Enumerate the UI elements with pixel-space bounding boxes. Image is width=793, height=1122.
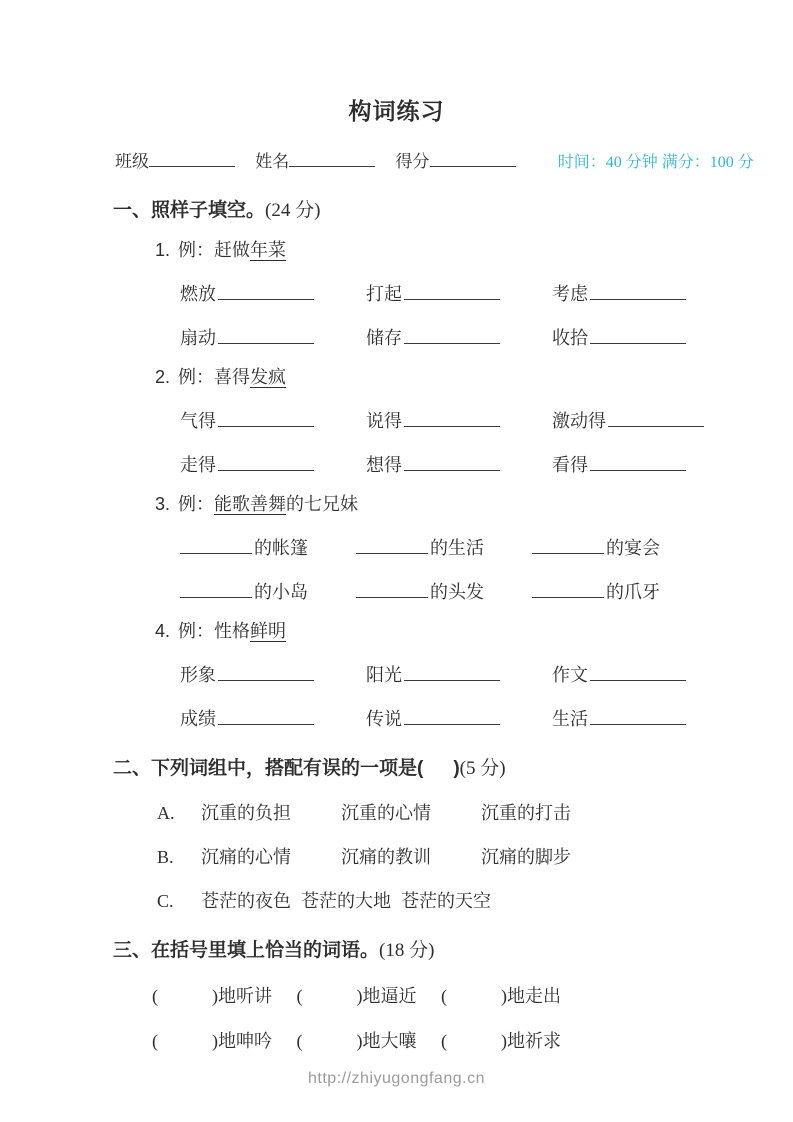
section2-heading-close: ) [453, 758, 460, 779]
item1-fill-row-2 [180, 325, 793, 352]
paren-fill-group [152, 1028, 292, 1055]
option-phrase: 苍茫的夜色 [201, 891, 291, 911]
fill-cell [366, 706, 552, 733]
paren-fill-group [152, 983, 292, 1010]
fill-cell [366, 325, 552, 352]
fill-cell [532, 535, 708, 562]
fill-cell [180, 408, 366, 435]
paren-word: )地听讲 [212, 986, 272, 1006]
fill-word: 激动得 [552, 411, 606, 431]
fill-word: 的生活 [430, 538, 484, 558]
item3-example-underlined: 能歌善舞 [214, 494, 287, 514]
name-field [255, 152, 375, 171]
item4-example-label: 例： [178, 621, 215, 641]
fill-word: 想得 [366, 455, 402, 475]
item3-example-line [155, 491, 793, 518]
answer-blank [218, 666, 314, 681]
fill-cell [180, 535, 356, 562]
option-phrase: 沉重的心情 [341, 803, 431, 823]
item3-fill-row-1 [180, 535, 793, 562]
fill-word: 的小岛 [254, 582, 308, 602]
item1-example-pre: 赶做 [214, 240, 251, 260]
fill-word: 的头发 [430, 582, 484, 602]
option-phrase: 苍茫的天空 [401, 891, 491, 911]
item3-example-label: 例： [178, 494, 215, 514]
section3-points: (18 分) [379, 940, 435, 961]
fill-cell [180, 579, 356, 606]
answer-blank [180, 539, 252, 554]
fill-word: 传说 [366, 709, 402, 729]
option-row-a [157, 800, 793, 827]
section3-heading-text: 三、在括号里填上恰当的词语。 [113, 940, 380, 961]
item3-fill-row-2 [180, 579, 793, 606]
answer-blank [404, 329, 500, 344]
fill-cell [552, 281, 738, 308]
name-blank-line [289, 153, 375, 167]
option-label: B. [157, 847, 174, 867]
fill-word: 作文 [552, 665, 588, 685]
fill-word: 气得 [180, 411, 216, 431]
paren-open: ( [441, 986, 447, 1006]
fill-word: 说得 [366, 411, 402, 431]
section2-points: (5 分) [459, 758, 506, 779]
fill-cell [180, 662, 366, 689]
item3-example-post: 的七兄妹 [286, 494, 359, 514]
footer-url: http://zhiyugongfang.cn [308, 1070, 485, 1087]
answer-blank [404, 710, 500, 725]
fill-word: 走得 [180, 455, 216, 475]
fill-cell [552, 452, 738, 479]
fill-cell [366, 452, 552, 479]
fill-cell [552, 408, 738, 435]
paren-fill-group [441, 1028, 581, 1055]
paren-word: )地祈求 [501, 1031, 561, 1051]
paren-open: ( [152, 986, 158, 1006]
fill-word: 形象 [180, 665, 216, 685]
section3-heading [113, 937, 793, 965]
fill-word: 扇动 [180, 328, 216, 348]
fill-cell [366, 662, 552, 689]
answer-blank [404, 456, 500, 471]
item1-example-underlined: 年菜 [250, 240, 287, 260]
fill-word: 看得 [552, 455, 588, 475]
page-title: 构词练习 [348, 98, 445, 124]
item1-fill-row-1 [180, 281, 793, 308]
item2-fill-row-2 [180, 452, 793, 479]
answer-blank [532, 583, 604, 598]
paren-open: ( [296, 1031, 303, 1051]
fill-word: 阳光 [366, 665, 402, 685]
fill-cell [180, 281, 366, 308]
class-field [115, 152, 235, 171]
score-label: 得分 [395, 152, 430, 171]
item1-example-line [155, 237, 793, 264]
item2-example-pre: 喜得 [214, 367, 251, 387]
fill-word: 成绩 [180, 709, 216, 729]
fill-cell [356, 579, 532, 606]
fill-cell [356, 535, 532, 562]
fill-cell [552, 325, 738, 352]
answer-blank [218, 412, 314, 427]
fill-cell [532, 579, 708, 606]
item3-number: 3. [155, 494, 171, 514]
answer-blank [404, 285, 500, 300]
item4-example-pre: 性格 [214, 621, 251, 641]
class-blank-line [149, 153, 235, 167]
answer-blank [590, 329, 686, 344]
option-phrase: 沉痛的教训 [341, 847, 431, 867]
paren-fill-row-2 [152, 1028, 793, 1055]
fill-word: 的爪牙 [606, 582, 660, 602]
fill-cell [366, 281, 552, 308]
item2-number: 2. [155, 367, 171, 387]
answer-blank [356, 583, 428, 598]
answer-blank [590, 285, 686, 300]
fill-word: 收拾 [552, 328, 588, 348]
option-label: A. [157, 803, 175, 823]
fill-cell [552, 706, 738, 733]
item2-example-label: 例： [178, 367, 215, 387]
paren-open: ( [152, 1031, 158, 1051]
paren-word: )地走出 [501, 986, 561, 1006]
student-info-row [115, 150, 793, 175]
name-label: 姓名 [255, 152, 290, 171]
option-row-c [157, 888, 793, 915]
item4-example-line [155, 618, 793, 645]
option-phrase: 沉重的负担 [201, 803, 291, 823]
paren-word: )地大嚷 [356, 1031, 417, 1051]
answer-blank [218, 456, 314, 471]
class-label: 班级 [115, 152, 149, 171]
fill-word: 的宴会 [606, 538, 660, 558]
answer-blank [590, 666, 686, 681]
fill-word: 储存 [366, 328, 402, 348]
answer-blank [218, 710, 314, 725]
section2-heading-text: 二、下列词组中，搭配有误的一项是( [113, 758, 424, 779]
fill-cell [180, 706, 366, 733]
option-phrase: 沉痛的心情 [201, 847, 291, 867]
section1-heading [113, 197, 793, 225]
option-phrase: 沉痛的脚步 [481, 847, 571, 867]
paren-word: )地呻吟 [212, 1031, 272, 1051]
item4-fill-row-2 [180, 706, 793, 733]
fill-cell [180, 325, 366, 352]
section1-heading-text: 一、照样子填空。 [113, 200, 266, 221]
item1-number: 1. [155, 240, 171, 260]
paren-fill-group [297, 1028, 437, 1055]
paren-fill-group [441, 983, 581, 1010]
section1-points: (24 分) [265, 200, 321, 221]
answer-blank [180, 583, 252, 598]
fill-cell [180, 452, 366, 479]
paren-open: ( [296, 986, 303, 1006]
time-fullscore-info: 时间：40 分钟 满分：100 分 [557, 154, 754, 171]
fill-word: 燃放 [180, 284, 216, 304]
fill-word: 的帐篷 [254, 538, 308, 558]
option-phrase: 沉重的打击 [481, 803, 571, 823]
paren-word: )地逼近 [356, 986, 417, 1006]
answer-blank [590, 456, 686, 471]
item4-example-underlined: 鲜明 [250, 621, 287, 641]
option-label: C. [157, 891, 174, 911]
fill-word: 考虑 [552, 284, 588, 304]
answer-blank [218, 285, 314, 300]
score-blank-line [430, 153, 516, 167]
item2-fill-row-1 [180, 408, 793, 435]
answer-blank [608, 412, 704, 427]
score-field [396, 152, 516, 171]
item2-example-line [155, 364, 793, 391]
fill-cell [552, 662, 738, 689]
answer-blank [532, 539, 604, 554]
option-row-b [157, 844, 793, 871]
answer-blank [356, 539, 428, 554]
answer-blank [404, 412, 500, 427]
option-phrase: 苍茫的大地 [301, 891, 391, 911]
fill-word: 打起 [366, 284, 402, 304]
item4-number: 4. [155, 621, 171, 641]
paren-fill-row-1 [152, 983, 793, 1010]
section2-heading [113, 755, 793, 783]
item1-example-label: 例： [178, 240, 215, 260]
paren-fill-group [297, 983, 437, 1010]
fill-word: 生活 [552, 709, 588, 729]
paren-open: ( [441, 1031, 447, 1051]
item2-example-underlined: 发疯 [250, 367, 287, 387]
fill-cell [366, 408, 552, 435]
answer-blank [590, 710, 686, 725]
answer-blank [218, 329, 314, 344]
answer-blank [404, 666, 500, 681]
item4-fill-row-1 [180, 662, 793, 689]
